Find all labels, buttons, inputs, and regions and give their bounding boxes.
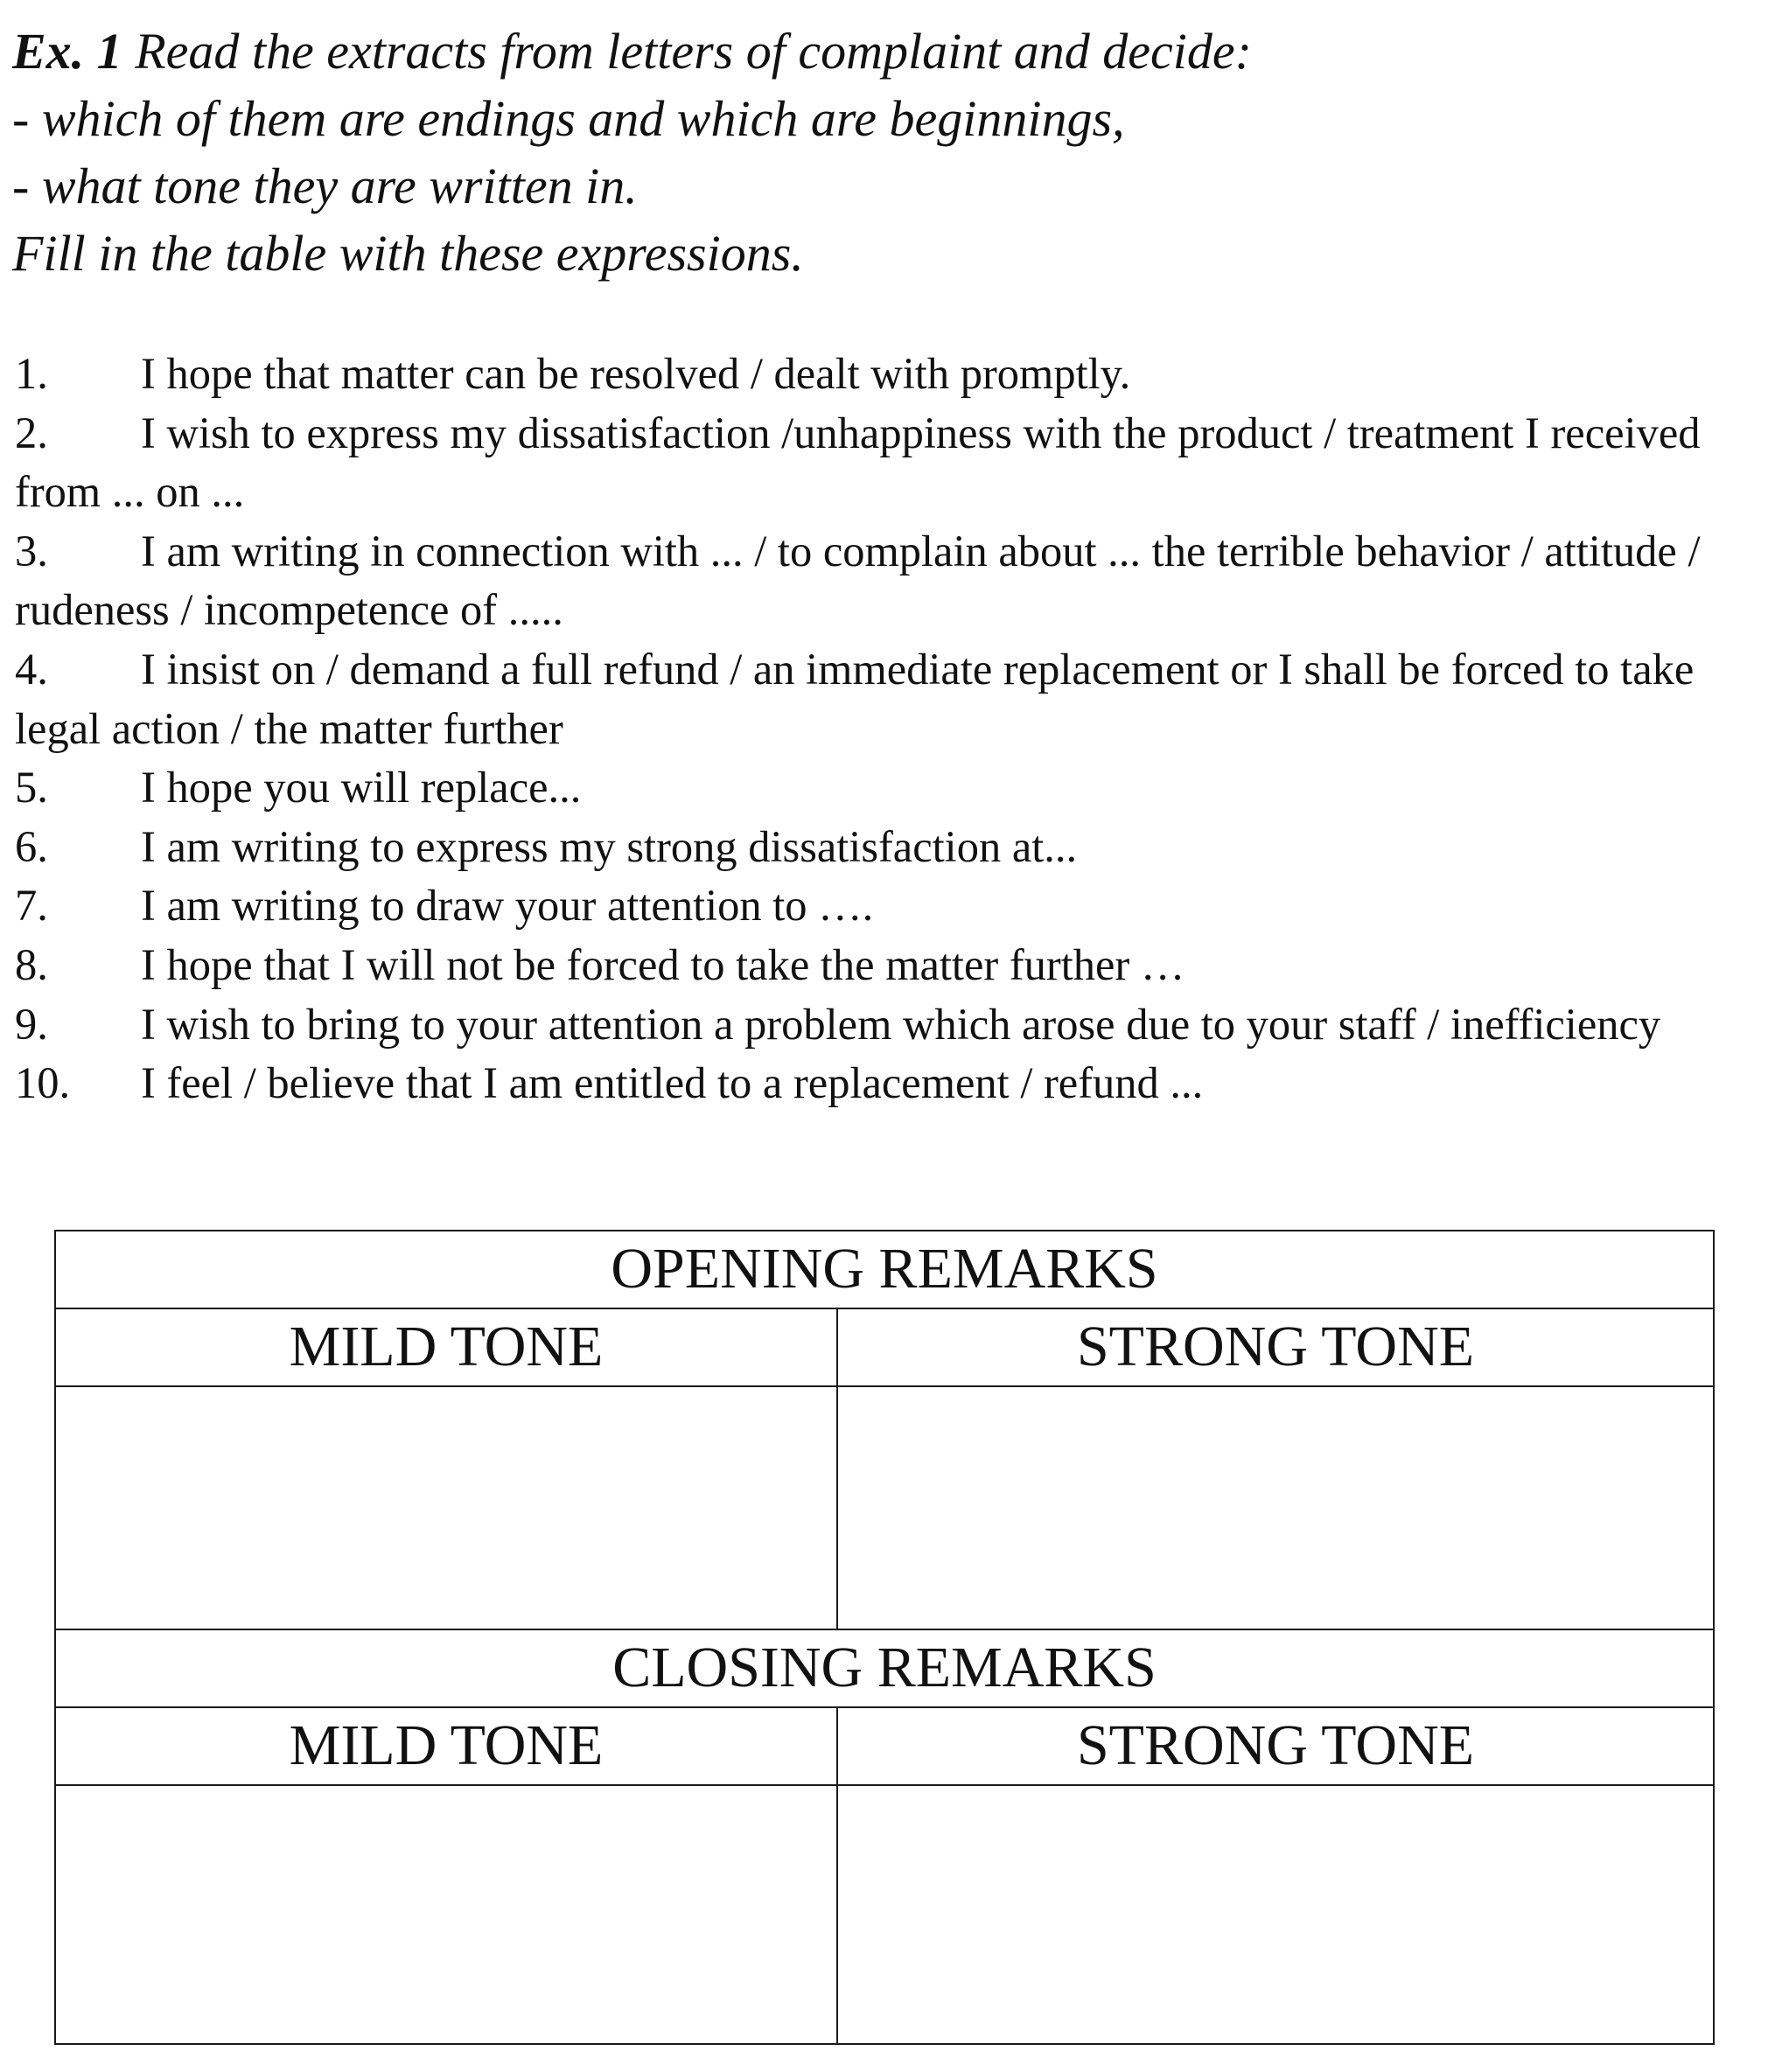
list-item (15, 936, 1773, 995)
closing-remarks-title: CLOSING REMARKS (55, 1629, 1714, 1707)
closing-mild-tone-header: MILD TONE (55, 1707, 837, 1785)
closing-tone-header-row (55, 1707, 1714, 1785)
opening-tone-header-row (55, 1308, 1714, 1386)
closing-remarks-header-row (55, 1629, 1714, 1707)
closing-strong-answer-cell[interactable] (837, 1785, 1714, 2044)
closing-strong-tone-header: STRONG TONE (837, 1707, 1714, 1785)
closing-answer-row (55, 1785, 1714, 2044)
item-text: I hope that matter can be resolved / dealt with promptly. (141, 349, 1131, 398)
instruction-line-prompt (12, 17, 1762, 85)
item-number: 8. (15, 939, 48, 989)
item-text: I hope you will replace... (141, 763, 582, 813)
item-number: 9. (15, 999, 48, 1049)
item-text: I feel / believe that I am entitled to a replacement / refund ... (141, 1058, 1204, 1108)
opening-mild-answer-cell[interactable] (55, 1386, 837, 1629)
opening-strong-answer-cell[interactable] (837, 1386, 1714, 1629)
item-number: 1. (15, 349, 48, 398)
item-number: 3. (15, 526, 48, 576)
item-number: 6. (15, 821, 48, 871)
instruction-task: Fill in the table with these expressions. (12, 225, 804, 282)
opening-strong-tone-header: STRONG TONE (837, 1308, 1714, 1386)
item-number: 5. (15, 763, 48, 813)
list-item (15, 758, 1773, 818)
exercise-label: Ex. 1 (12, 23, 122, 80)
opening-remarks-title: OPENING REMARKS (55, 1231, 1714, 1308)
list-item (15, 522, 1773, 640)
item-text: I insist on / demand a full refund / an immediate replacement or I shall be forced to take legal action / the matter further (15, 644, 1695, 753)
item-text: I wish to bring to your attention a problem which arose due to your staff / inefficiency (141, 999, 1661, 1049)
expression-list (15, 345, 1773, 1113)
list-item (15, 345, 1773, 404)
item-number: 7. (15, 881, 48, 931)
list-item (15, 404, 1773, 522)
list-item (15, 818, 1773, 877)
list-item (15, 1054, 1773, 1113)
item-text: I wish to express my dissatisfaction /unhappiness with the product / treatment I received from ... on ... (15, 408, 1701, 517)
item-text: I hope that I will not be forced to take the matter further … (141, 939, 1185, 989)
opening-answer-row (55, 1386, 1714, 1629)
instruction-bullet-2: - what tone they are written in. (12, 157, 638, 214)
exercise-instructions (12, 17, 1762, 287)
closing-mild-answer-cell[interactable] (55, 1785, 837, 2044)
instruction-prompt: Read the extracts from letters of complaint and decide: (135, 23, 1252, 80)
item-text: I am writing to express my strong dissatisfaction at... (141, 821, 1078, 871)
list-item (15, 995, 1773, 1055)
remarks-table (54, 1230, 1715, 2045)
item-number: 10. (15, 1058, 71, 1108)
instruction-bullet-1: - which of them are endings and which are beginnings, (12, 90, 1125, 147)
opening-mild-tone-header: MILD TONE (55, 1308, 837, 1386)
item-number: 4. (15, 644, 48, 694)
item-number: 2. (15, 408, 48, 457)
list-item (15, 876, 1773, 936)
item-text: I am writing to draw your attention to …. (141, 881, 874, 931)
opening-remarks-header-row (55, 1231, 1714, 1308)
list-item (15, 640, 1773, 758)
item-text: I am writing in connection with ... / to complain about ... the terrible behavior / attitude / rudeness / incompetence of ..... (15, 526, 1701, 635)
